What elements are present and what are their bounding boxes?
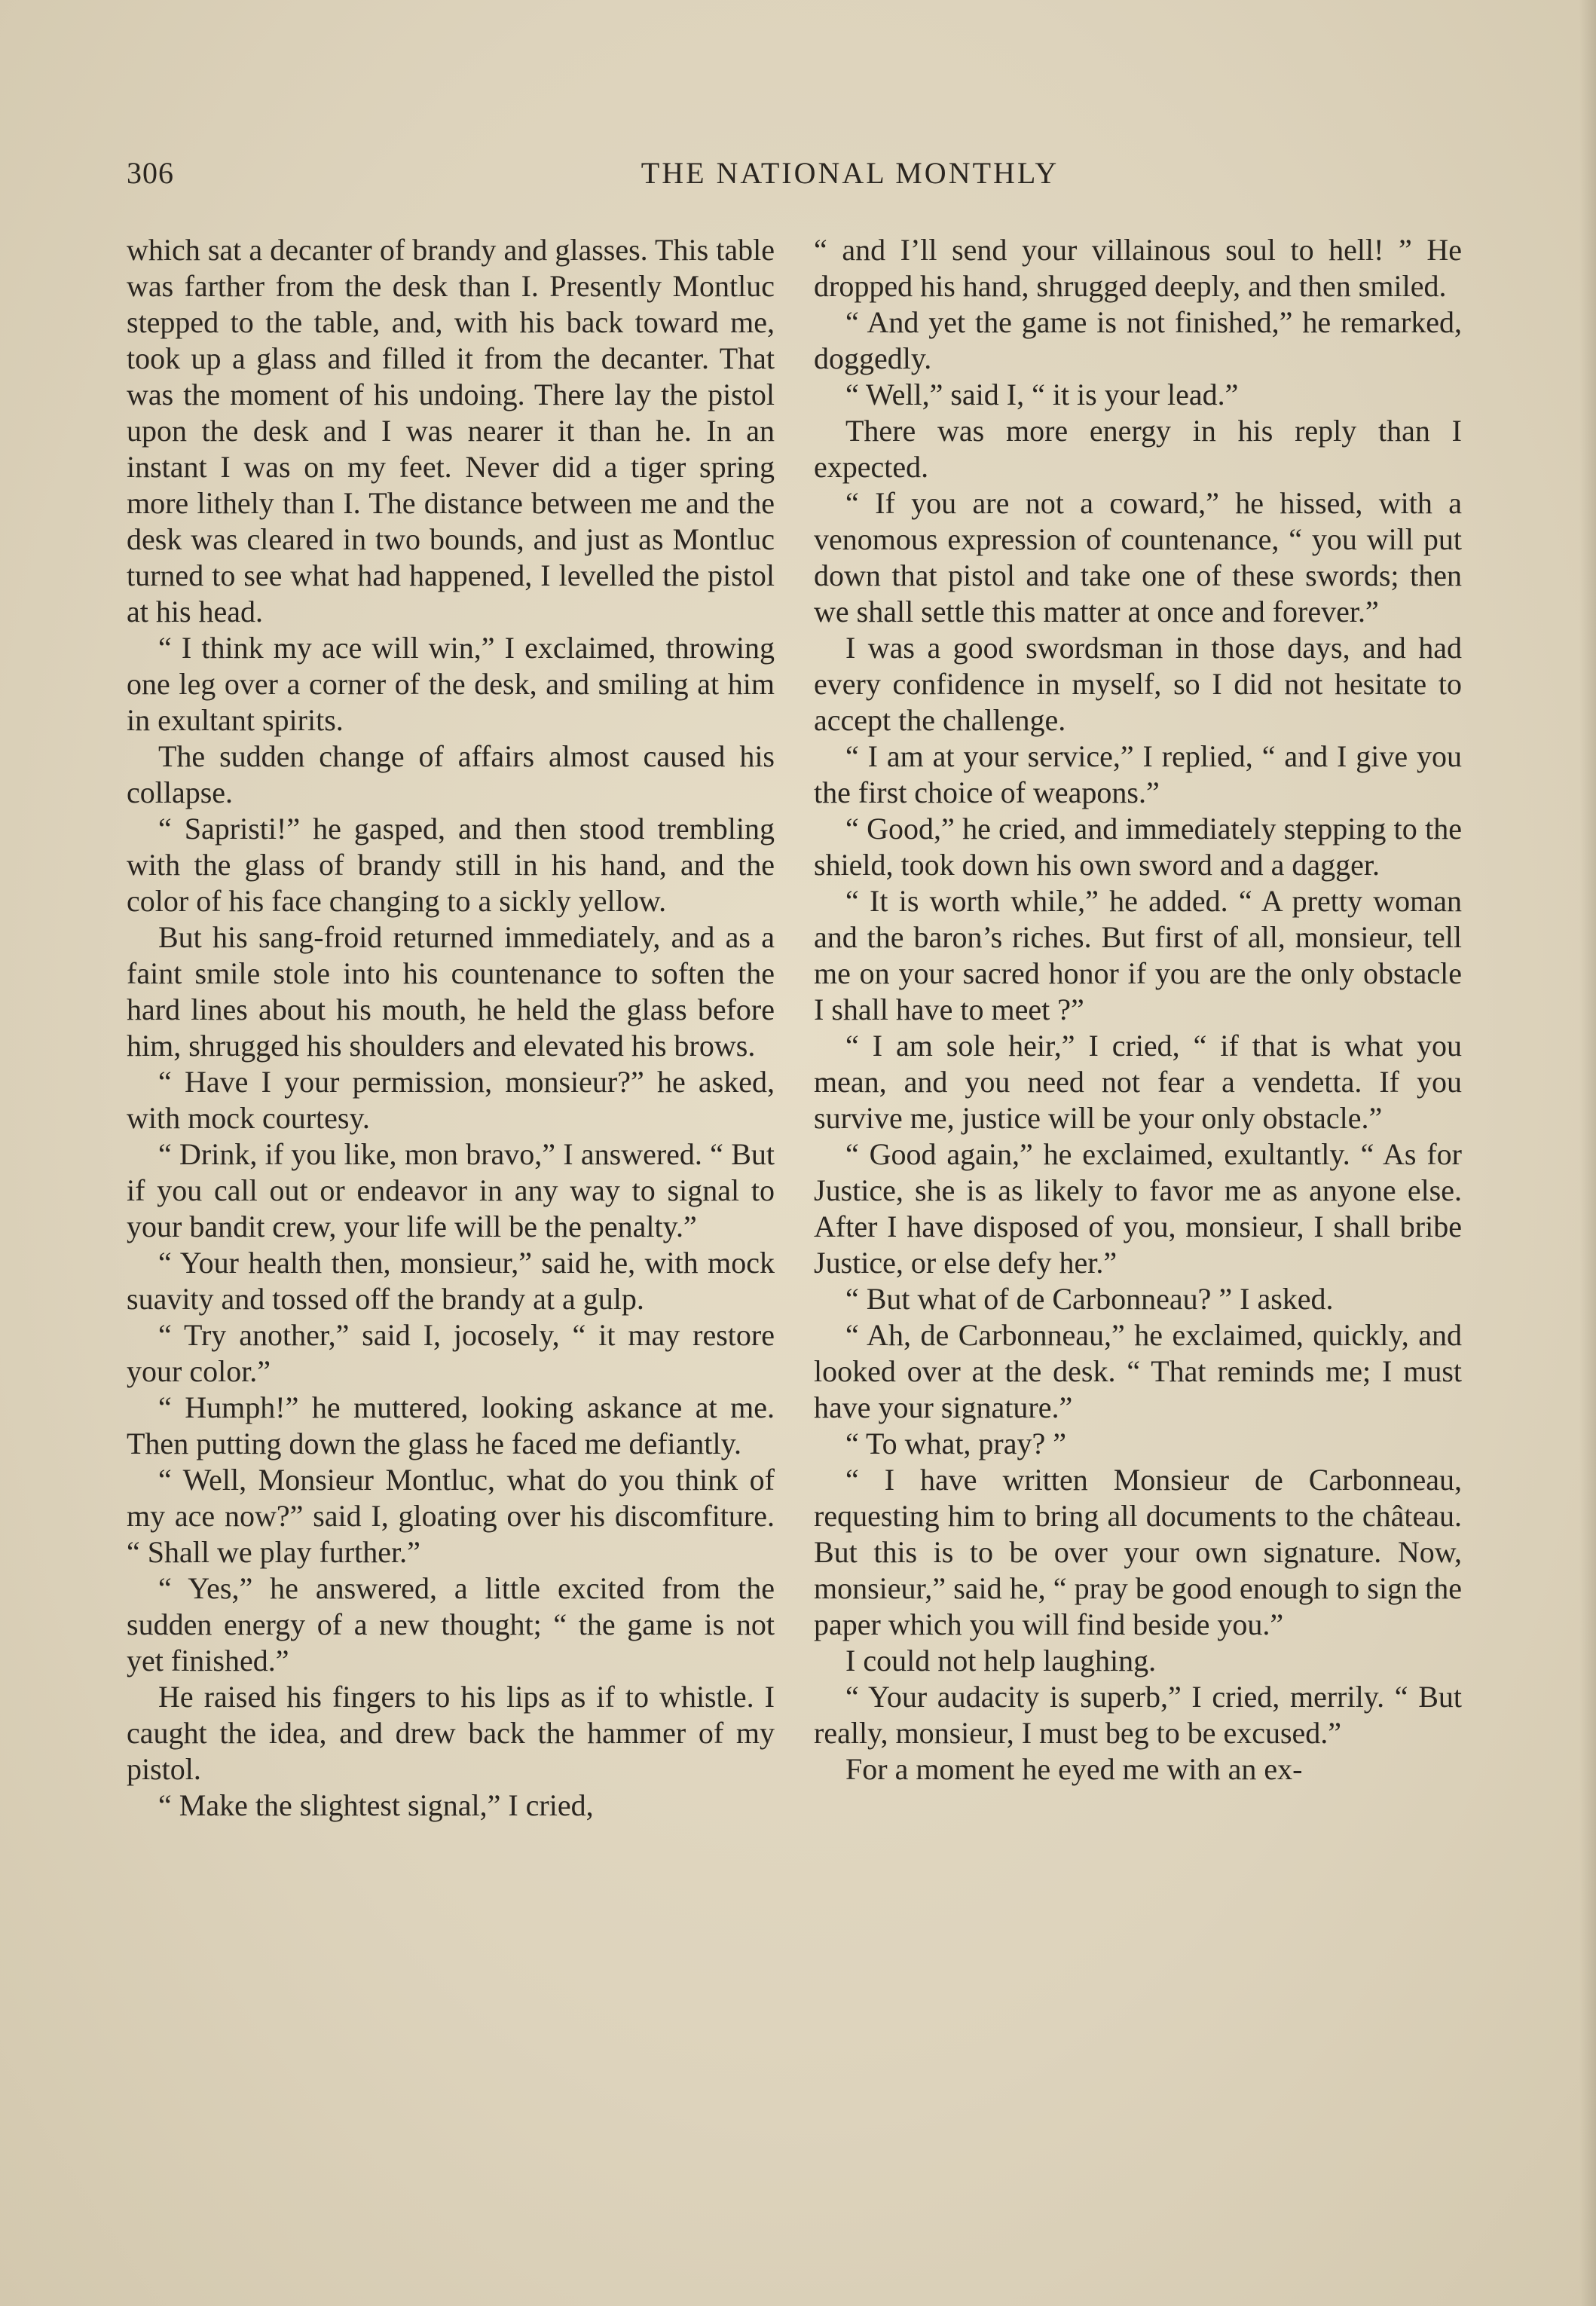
paragraph: which sat a decanter of brandy and glasses. This table was farther from the desk than I. Presently Montluc stepped to the table, and, with his back toward me, took up a glass and filled it from the decanter. That was the moment of his undoing. There lay the pistol upon the desk and I was nearer it than he. In an instant I was on my feet. Never did a tiger spring more lithely than I. The distance between me and the desk was cleared in two bounds, and just as Montluc turned to see what had happened, I levelled the pistol at his head. <box>127 233 775 628</box>
paragraph: “ Have I your permission, monsieur?” he asked, with mock courtesy. <box>127 1065 775 1135</box>
paragraph: “ Drink, if you like, mon bravo,” I answered. “ But if you call out or endeavor in any way to signal to your bandit crew, your life will be the penalty.” <box>127 1137 775 1243</box>
page-number: 306 <box>127 156 174 190</box>
paragraph: “ Good again,” he exclaimed, exultantly. “ As for Justice, she is as likely to favor me as anyone else. After I have disposed of you, monsieur, I shall bribe Justice, or else defy her.” <box>814 1137 1462 1280</box>
paragraph: I was a good swordsman in those days, and had every confidence in myself, so I did not hesitate to accept the challenge. <box>814 631 1462 737</box>
paragraph: There was more energy in his reply than I expected. <box>814 414 1462 484</box>
paragraph: He raised his fingers to his lips as if to whistle. I caught the idea, and drew back the hammer of my pistol. <box>127 1680 775 1786</box>
left-text-column <box>127 232 775 1824</box>
paragraph: “ Sapristi!” he gasped, and then stood trembling with the glass of brandy still in his hand, and the color of his face changing to a sickly yellow. <box>127 812 775 918</box>
paragraph: “ And yet the game is not finished,” he remarked, doggedly. <box>814 305 1462 375</box>
paragraph: For a moment he eyed me with an ex- <box>845 1752 1303 1786</box>
paragraph: “ Well,” said I, “ it is your lead.” <box>845 378 1239 411</box>
paragraph: “ Your audacity is superb,” I cried, merrily. “ But really, monsieur, I must beg to be excused.” <box>814 1680 1462 1750</box>
paragraph: I could not help laughing. <box>845 1644 1157 1678</box>
paragraph: But his sang-froid returned immediately, and as a faint smile stole into his countenance to soften the hard lines about his mouth, he held the glass before him, shrugged his shoulders and elevated his brows. <box>127 920 775 1063</box>
paragraph: “ Ah, de Carbonneau,” he exclaimed, quickly, and looked over at the desk. “ That reminds me; I must have your signature.” <box>814 1318 1462 1424</box>
paragraph: “ But what of de Carbonneau? ” I asked. <box>845 1282 1334 1316</box>
paragraph: “ I have written Monsieur de Carbonneau, requesting him to bring all documents to the château. But this is to be over your own signature. Now, monsieur,” said he, “ pray be good enough to sign the paper which you will find beside you.” <box>814 1463 1462 1641</box>
journal-title: THE NATIONAL MONTHLY <box>641 156 1059 190</box>
paragraph: “ Make the slightest signal,” I cried, <box>158 1788 594 1822</box>
paragraph: “ I am at your service,” I replied, “ and I give you the first choice of weapons.” <box>814 739 1462 809</box>
paragraph: “ I think my ace will win,” I exclaimed, throwing one leg over a corner of the desk, and smiling at him in exultant spirits. <box>127 631 775 737</box>
right-text-column <box>814 232 1462 1788</box>
paragraph: “ To what, pray? ” <box>845 1427 1067 1460</box>
paragraph: “ Well, Monsieur Montluc, what do you think of my ace now?” said I, gloating over his discomfiture. “ Shall we play further.” <box>127 1463 775 1569</box>
paragraph: “ Yes,” he answered, a little excited from the sudden energy of a new thought; “ the game is not yet finished.” <box>127 1571 775 1678</box>
paragraph: “ It is worth while,” he added. “ A pretty woman and the baron’s riches. But first of all, monsieur, tell me on your sacred honor if you are the only obstacle I shall have to meet ?” <box>814 884 1462 1026</box>
paragraph: “ If you are not a coward,” he hissed, with a venomous expression of countenance, “ you will put down that pistol and take one of these swords; then we shall settle this matter at once and forever.” <box>814 486 1462 628</box>
paragraph: The sudden change of affairs almost caused his collapse. <box>127 739 775 809</box>
paragraph: “ Your health then, monsieur,” said he, with mock suavity and tossed off the brandy at a gulp. <box>127 1246 775 1316</box>
paragraph: “ Good,” he cried, and immediately stepping to the shield, took down his own sword and a dagger. <box>814 812 1462 882</box>
paragraph: “ Humph!” he muttered, looking askance at me. Then putting down the glass he faced me defiantly. <box>127 1390 775 1460</box>
page-edge-shadow <box>1579 0 1596 2306</box>
paragraph: “ Try another,” said I, jocosely, “ it may restore your color.” <box>127 1318 775 1388</box>
running-head <box>127 155 1475 200</box>
paragraph: “ and I’ll send your villainous soul to hell! ” He dropped his hand, shrugged deeply, and then smiled. <box>814 233 1462 303</box>
paragraph: “ I am sole heir,” I cried, “ if that is what you mean, and you need not fear a vendetta. If you survive me, justice will be your only obstacle.” <box>814 1029 1462 1135</box>
